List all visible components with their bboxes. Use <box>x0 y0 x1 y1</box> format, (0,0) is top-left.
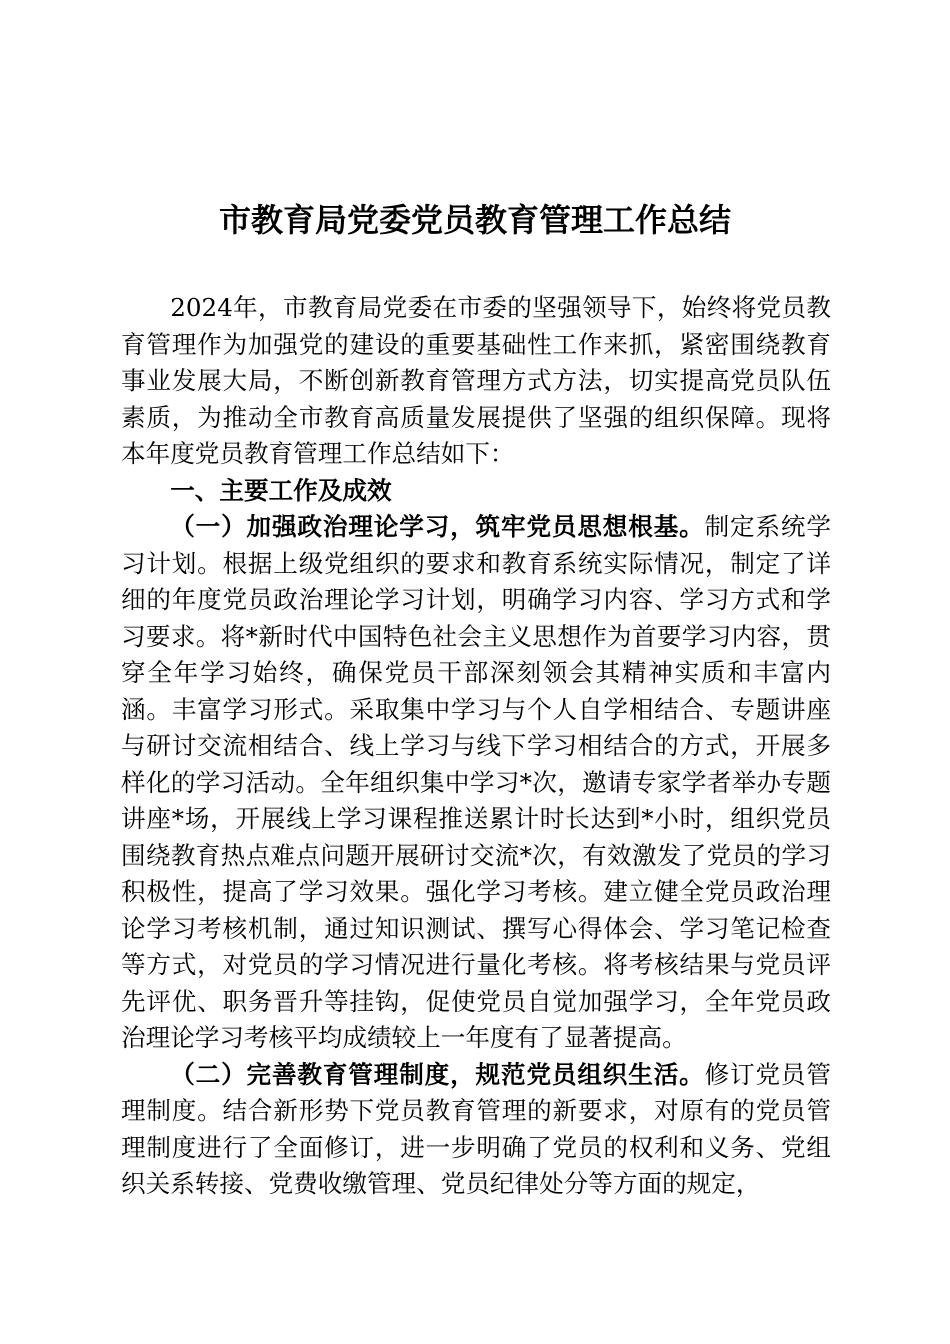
document-title: 市教育局党委党员教育管理工作总结 <box>218 201 731 239</box>
subsection-2-body: 修订党员管理制度。结合新形势下党员教育管理的新要求，对原有的党员管理制度进行了全面修订，进一步明确了党员的权利和义务、党组织关系转接、党费收缴管理、党员纪律处分等方面的规定， <box>121 1059 831 1198</box>
section-heading: 一、主要工作及成效 <box>170 475 392 505</box>
intro-paragraph: 2024年，市教育局党委在市委的坚强领导下，始终将党员教育管理作为加强党的建设的重要基础性工作来抓，紧密围绕教育事业发展大局，不断创新教育管理方式方法，切实提高党员队伍素质，为推动全市教育高质量发展提供了坚强的组织保障。现将本年度党员教育管理工作总结如下： <box>121 293 831 468</box>
subsection-1-body: 制定系统学习计划。根据上级党组织的要求和教育系统实际情况，制定了详细的年度党员政治理论学习计划，明确学习内容、学习方式和学习要求。将*新时代中国特色社会主义思想作为首要学习内容，贯穿全年学习始终，确保党员干部深刻领会其精神实质和丰富内涵。丰富学习形式。采取集中学习与个人自学相结合、专题讲座与研讨交流相结合、线上学习与线下学习相结合的方式，开展多样化的学习活动。全年组织集中学习*次，邀请专家学者举办专题讲座*场，开展线上学习课程推送累计时长达到*小时，组织党员围绕教育热点难点问题开展研讨交流*次，有效激发了党员的学习积极性，提高了学习效果。强化学习考核。建立健全党员政治理论学习考核机制，通过知识测试、撰写心得体会、学习笔记检查等方式，对党员的学习情况进行量化考核。将考核结果与党员评先评优、职务晋升等挂钩，促使党员自觉加强学习，全年党员政治理论学习考核平均成绩较上一年度有了显著提高。 <box>121 512 831 1052</box>
document-body <box>121 290 831 1203</box>
subsection-2-paragraph <box>121 1057 831 1203</box>
subsection-2-lead: （二）完善教育管理制度，规范党员组织生活。 <box>170 1059 705 1089</box>
subsection-1-lead: （一）加强政治理论学习，筑牢党员思想根基。 <box>170 512 705 541</box>
subsection-1-paragraph <box>121 509 831 1057</box>
